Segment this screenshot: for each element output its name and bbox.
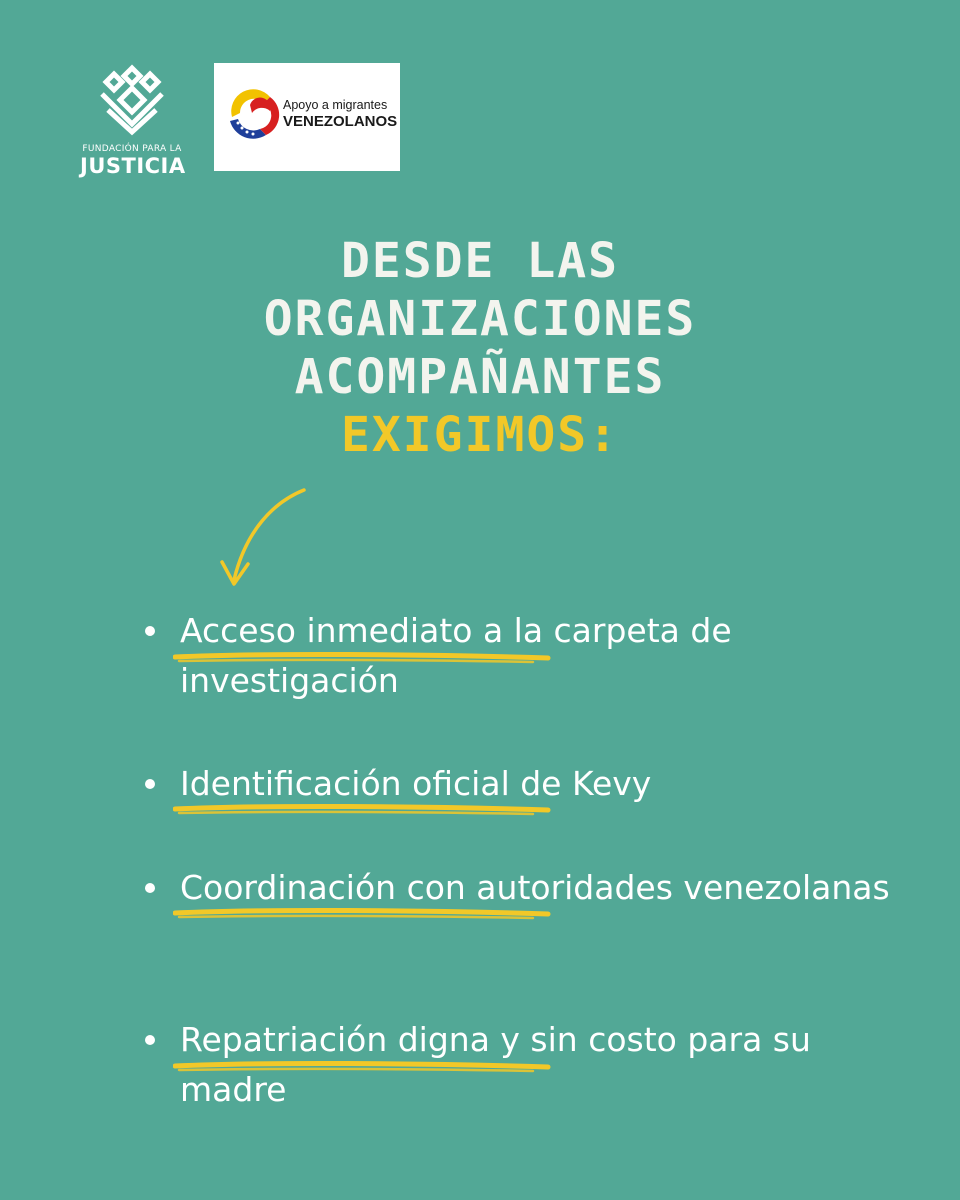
highlight-underline bbox=[173, 803, 553, 817]
highlight-underline bbox=[173, 651, 553, 665]
heading bbox=[0, 232, 960, 464]
bullet bbox=[145, 779, 155, 789]
bullet bbox=[145, 1035, 155, 1045]
apoyo-migrantes-logo bbox=[214, 63, 400, 171]
heading-line-3: ACOMPAÑANTES bbox=[294, 349, 666, 405]
heading-exigimos: EXIGIMOS: bbox=[340, 407, 620, 463]
demand-text: Coordinación con autoridades venezolanas bbox=[180, 868, 890, 907]
bullet bbox=[145, 883, 155, 893]
highlight-underline bbox=[173, 1060, 553, 1074]
fundacion-big-text: JUSTICIA bbox=[80, 154, 186, 178]
highlight-underline bbox=[173, 907, 553, 921]
demand-text: Repatriación digna y sin costo para su madre bbox=[180, 1020, 811, 1109]
demand-text: Acceso inmediato a la carpeta de investigación bbox=[180, 611, 732, 700]
fundacion-small-text: FUNDACIÓN PARA LA bbox=[82, 144, 182, 154]
venezuela-flag-swirl-icon bbox=[224, 83, 280, 143]
apoyo-line2: VENEZOLANOS bbox=[283, 113, 398, 130]
diamond-pattern-icon bbox=[98, 64, 166, 136]
curved-arrow-icon bbox=[218, 484, 318, 594]
bullet bbox=[145, 626, 155, 636]
apoyo-line1: Apoyo a migrantes bbox=[283, 98, 388, 112]
heading-line-1: DESDE LAS bbox=[340, 233, 620, 289]
demand-text: Identificación oficial de Kevy bbox=[180, 764, 652, 803]
fundacion-justicia-logo bbox=[80, 64, 186, 178]
heading-line-2: ORGANIZACIONES bbox=[263, 291, 697, 347]
